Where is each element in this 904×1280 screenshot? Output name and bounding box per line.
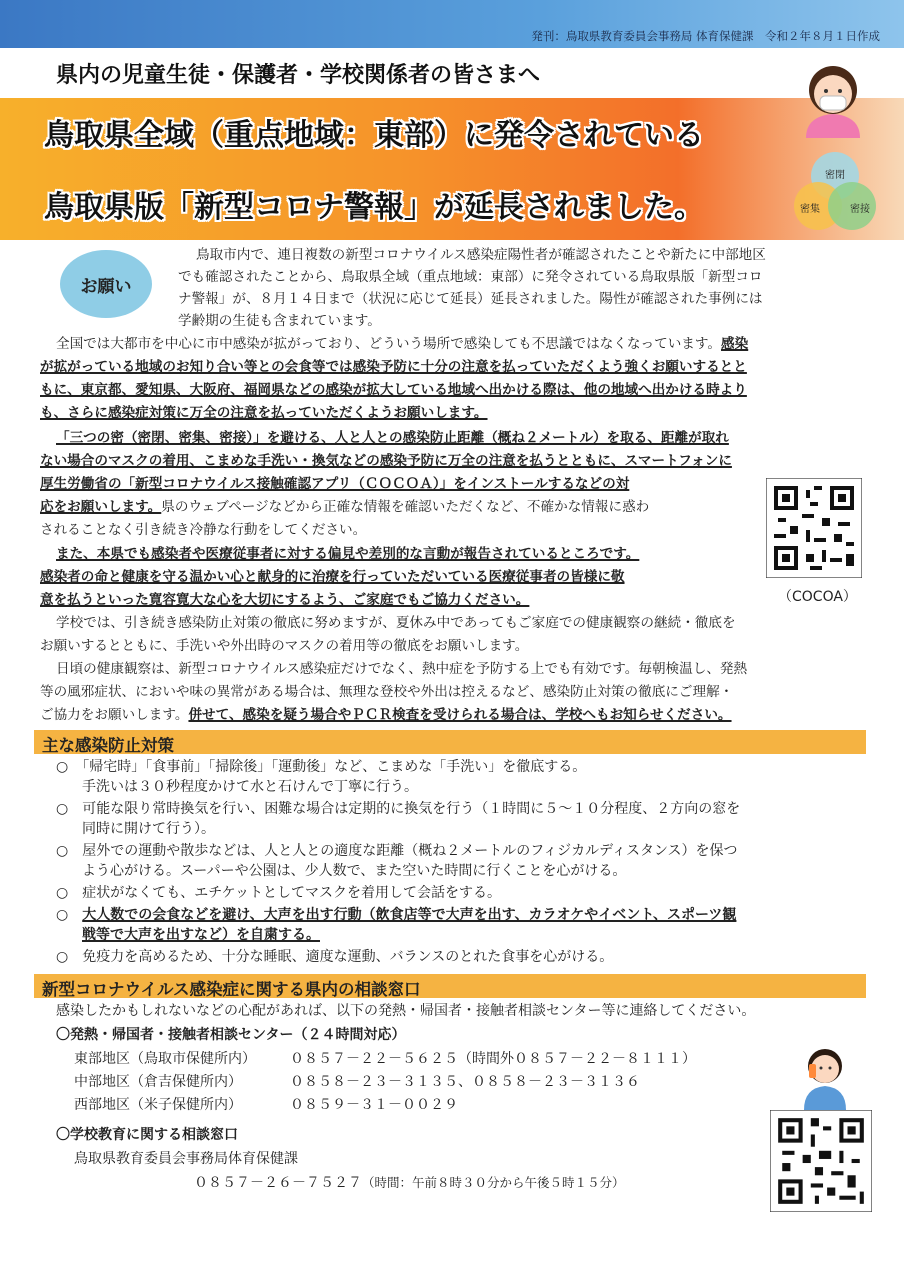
body-p2-line-1: 「三つの密（密閉、密集、密接）」を避ける、人と人との感染防止距離（概ね２メートル）を取る、距離が取れ xyxy=(56,430,729,446)
phone-call-person-illustration xyxy=(800,1042,850,1110)
body-p5-line-2: 等の風邪症状、においや味の異常がある場合は、無理な登校や外出は控えるなど、感染防止対策の徹底にご理解・ xyxy=(40,684,734,700)
audience-tab xyxy=(34,48,714,98)
intro-line-2: でも確認されたことから、鳥取県全域（重点地域：東部）に発令されている鳥取県版「新型コロ xyxy=(178,269,763,285)
fever-center-title: 〇発熱・帰国者・接触者相談センター（２４時間対応） xyxy=(56,1027,406,1043)
west-area-label: 西部地区（米子保健所内） xyxy=(74,1097,242,1113)
school-consult-phone[interactable]: ０８５７－２６－７５２７ xyxy=(194,1175,362,1191)
body-p4-line-1: 学校では、引き続き感染防止対策の徹底に努めますが、夏休み中であってもご家庭での健康観察の継続・徹底を xyxy=(56,615,736,631)
measure-2-line-1: ○ 可能な限り常時換気を行い、困難な場合は定期的に換気を行う（１時間に５～１０分程度、２方向の窓を xyxy=(56,801,741,817)
masked-person-illustration xyxy=(798,58,868,138)
body-p3-line-2: 感染者の命と健康を守る温かい心と献身的に治療を行っていただいている医療従事者の皆様に敬 xyxy=(40,569,625,585)
east-area-label: 東部地区（鳥取市保健所内） xyxy=(74,1051,256,1067)
cocoa-qr-code[interactable] xyxy=(766,478,862,578)
body-p2-line-4: 応をお願いします。県のウェブページなどから正確な情報を確認いただくなど、不確かな情報に惑わ xyxy=(40,499,650,515)
request-badge-label: お願い xyxy=(80,277,132,297)
west-area-phone[interactable]: ０８５９－３１－００２９ xyxy=(290,1097,458,1113)
body-p4-line-2: お願いするとともに、手洗いや外出時のマスクの着用等の徹底をお願いします。 xyxy=(40,638,529,654)
request-badge xyxy=(60,250,152,318)
three-cs-venn-diagram xyxy=(780,148,890,238)
consult-header xyxy=(34,974,866,998)
intro-line-1: 鳥取市内で、連日複数の新型コロナウイルス感染症陽性者が確認されたことや新たに中部地区 xyxy=(196,247,766,263)
body-p3-line-1: また、本県でも感染者や医療従事者に対する偏見や差別的な言動が報告されているところです。 xyxy=(56,546,640,562)
body-p2-line-5: されることなく引き続き冷静な行動をしてください。 xyxy=(40,522,367,538)
body-p1-line-3: もに、東京都、愛知県、大阪府、福岡県などの感染が拡大している地域へ出かける際は、他の地域へ出かける時より xyxy=(40,382,747,398)
body-p2-line-2: ない場合のマスクの着用、こまめな手洗い・換気などの感染予防に万全の注意を払うとともに、スマートフォンに xyxy=(40,453,732,469)
measure-5-line-2: 戦等で大声を出すなど）を自粛する。 xyxy=(82,927,320,943)
measure-1-line-2: 手洗いは３０秒程度かけて水と石けんで丁寧に行う。 xyxy=(82,779,418,795)
venn-label-1: 密閉 xyxy=(825,170,845,181)
measures-title: 主な感染防止対策 xyxy=(42,736,174,755)
measure-3-line-1: ○ 屋外での運動や散歩などは、人と人との適度な距離（概ね２メートルのフィジカルディスタンス）を保つ xyxy=(56,843,738,859)
venn-label-3: 密接 xyxy=(850,204,870,215)
measure-1-line-1: ○ 「帰宅時」「食事前」「掃除後」「運動後」など、こまめな「手洗い」を徹底する。 xyxy=(56,759,587,775)
central-area-phone[interactable]: ０８５８－２３－３１３５、０８５８－２３－３１３６ xyxy=(290,1074,640,1090)
intro-line-4: 学齢期の生徒も含まれています。 xyxy=(178,313,381,329)
headline-2: 鳥取県版「新型コロナ警報」が延長されました。 xyxy=(44,190,704,225)
school-consult-phone-line: ０８５７－２６－７５２７（時間：午前８時３０分から午後５時１５分） xyxy=(194,1175,625,1191)
issuer-line: 発刊：鳥取県教育委員会事務局 体育保健課 令和２年８月１日作成 xyxy=(531,29,880,43)
measures-header xyxy=(34,730,866,754)
cocoa-label: （COCOA） xyxy=(778,589,857,605)
consult-qr-code[interactable] xyxy=(770,1110,872,1212)
body-p1-line-1: 全国では大都市を中心に市中感染が拡がっており、どういう場所で感染しても不思議ではなくなっています。感染 xyxy=(56,336,749,352)
measure-3-line-2: よう心がける。スーパーや公園は、少人数で、また空いた時間に行くことを心がける。 xyxy=(82,863,627,879)
consult-title: 新型コロナウイルス感染症に関する県内の相談窓口 xyxy=(42,980,421,999)
venn-label-2: 密集 xyxy=(800,204,820,215)
body-p1-line-2: が拡がっている地域のお知り合い等との会食等では感染予防に十分の注意を払っていただくよう強くお願いするとと xyxy=(40,359,747,375)
central-area-label: 中部地区（倉吉保健所内） xyxy=(74,1074,242,1090)
school-consult-office: 鳥取県教育委員会事務局体育保健課 xyxy=(74,1151,298,1167)
intro-line-3: ナ警報」が、８月１４日まで（状況に応じて延長）延長されました。陽性が確認された事例には xyxy=(178,291,763,307)
measure-6-line-1: ○ 免疫力を高めるため、十分な睡眠、適度な運動、バランスのとれた食事を心がける。 xyxy=(56,949,614,965)
east-area-phone[interactable]: ０８５７－２２－５６２５（時間外０８５７－２２－８１１１） xyxy=(290,1051,696,1067)
measure-5-line-1: ○ 大人数での会食などを避け、大声を出す行動（飲食店等で大声を出す、カラオケやイベント、スポーツ観 xyxy=(56,907,737,923)
body-p1-line-4: も、さらに感染症対策に万全の注意を払っていただくようお願いします。 xyxy=(40,405,488,421)
consult-intro: 感染したかもしれないなどの心配があれば、以下の発熱・帰国者・接触者相談センター等に連絡してください。 xyxy=(56,1003,756,1019)
school-consult-title: 〇学校教育に関する相談窓口 xyxy=(56,1127,238,1143)
measure-2-line-2: 同時に開けて行う）。 xyxy=(82,821,215,837)
body-p2-line-3: 厚生労働省の「新型コロナウイルス接触確認アプリ（ＣＯＣＯＡ）」をインストールするなどの対 xyxy=(40,476,630,492)
body-p3-line-3: 意を払うといった寛容寛大な心を大切にするよう、ご家庭でもご協力ください。 xyxy=(40,592,530,608)
measure-4-line-1: ○ 症状がなくても、エチケットとしてマスクを着用して会話をする。 xyxy=(56,885,501,901)
headline-1: 鳥取県全域（重点地域：東部）に発令されている xyxy=(44,118,704,153)
body-p5-line-1: 日頃の健康観察は、新型コロナウイルス感染症だけでなく、熱中症を予防する上でも有効です。毎朝検温し、発熱 xyxy=(56,661,748,677)
body-p5-line-3: ご協力をお願いします。併せて、感染を疑う場合やＰＣＲ検査を受けられる場合は、学校へもお知らせください。 xyxy=(40,707,732,723)
audience-text: 県内の児童生徒・保護者・学校関係者の皆さまへ xyxy=(56,63,541,88)
